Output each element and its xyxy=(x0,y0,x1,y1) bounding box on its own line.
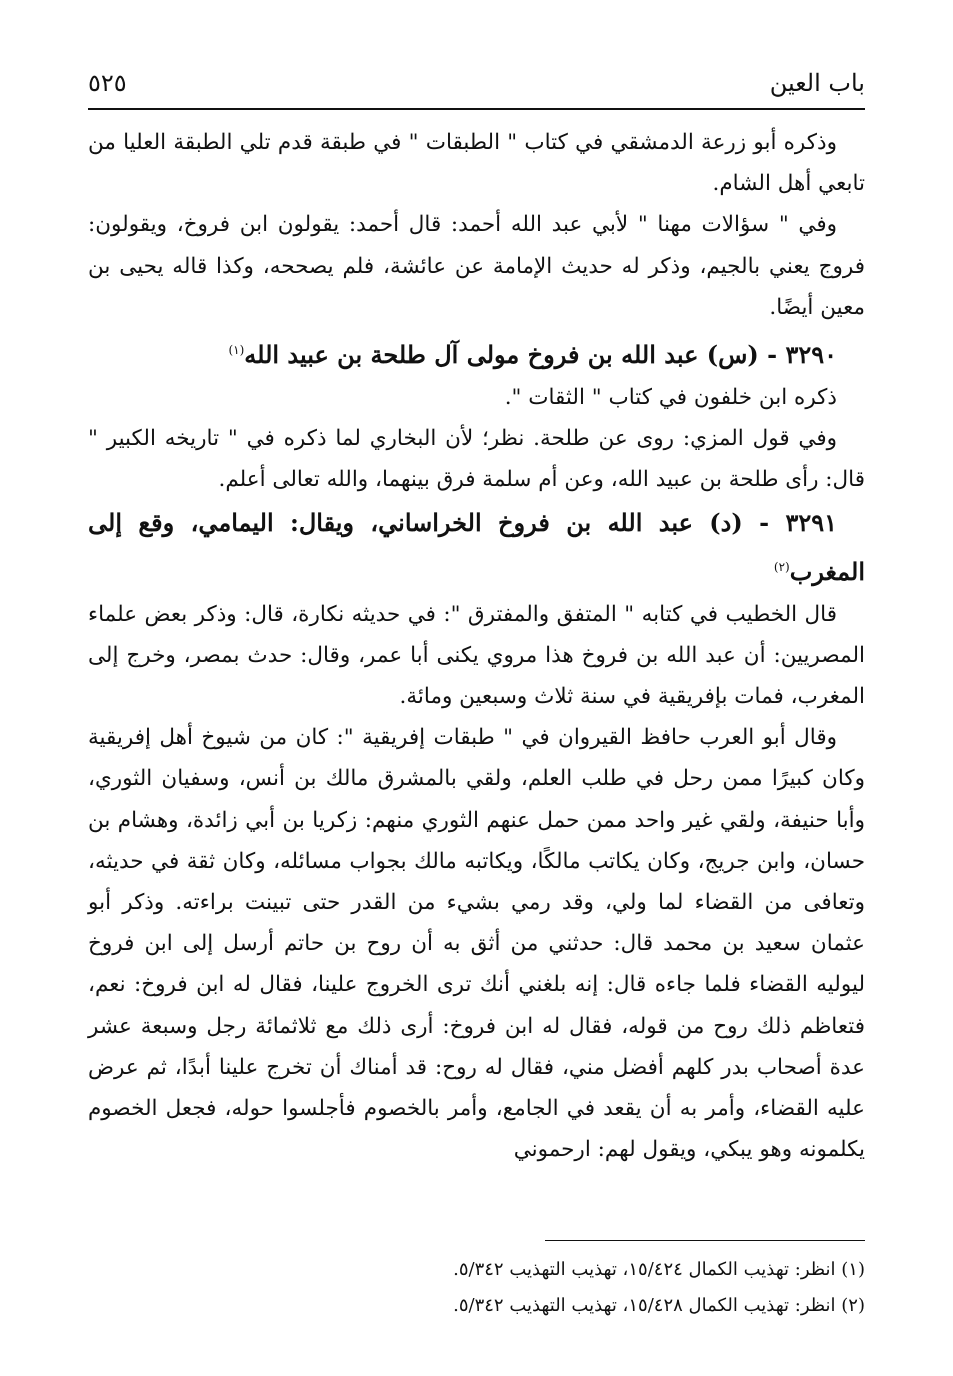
entry-title: ٣٢٩١ - (د) عبد الله بن فروخ الخراساني، ويقال: اليمامي، وقع إلى المغرب xyxy=(88,507,865,586)
entry-heading-3290 xyxy=(88,328,865,377)
footnote-divider xyxy=(545,1240,865,1241)
entry-heading-3291 xyxy=(88,501,865,594)
page-header xyxy=(88,66,865,100)
footnote-ref: (١) xyxy=(228,343,245,358)
page-body xyxy=(88,122,865,1170)
footnote: (١) انظر: تهذيب الكمال ١٥/٤٢٤، تهذيب التهذيب ٥/٣٤٢. xyxy=(453,1259,865,1280)
chapter-title: باب العين xyxy=(769,69,865,97)
paragraph: وذكره أبو زرعة الدمشقي في كتاب " الطبقات " في طبقة قدم تلي الطبقة العليا من تابعي أهل الشام. xyxy=(88,130,865,197)
paragraph: ذكره ابن خلفون في كتاب " الثقات ". xyxy=(504,385,837,411)
footnotes xyxy=(88,1252,865,1324)
paragraph: وفي " سؤالات مهنا " لأبي عبد الله أحمد: قال أحمد: يقولون ابن فروخ، ويقولون: فروج يعني بالجيم، وذكر له حديث الإمامة عن عائشة، فلم يصححه، وكذا قاله يحيى بن معين أيضًا. xyxy=(88,212,865,320)
page-number: ٥٢٥ xyxy=(88,69,127,97)
footnote: (٢) انظر: تهذيب الكمال ١٥/٤٢٨، تهذيب التهذيب ٥/٣٤٢. xyxy=(453,1295,865,1316)
paragraph: وفي قول المزي: روى عن طلحة. نظر؛ لأن البخاري لما ذكره في " تاريخه الكبير " قال: رأى طلحة بن عبيد الله، وعن أم سلمة فرق بينهما، والله تعالى أعلم. xyxy=(88,426,865,493)
paragraph: وقال أبو العرب حافظ القيروان في " طبقات إفريقية ": كان من شيوخ أهل إفريقية وكان كبيرًا ممن رحل في طلب العلم، ولقي بالمشرق مالك بن أنس، وسفيان الثوري، وأبا حنيفة، ولقي غير واحد ممن حمل عنهم الثوري منهم: زكريا بن أبي زائدة، وهشام بن حسان، وابن جريج، وكان يكاتب مالكًا، ويكاتبه مالك بجواب مسائله، وكان ثقة في حديثه، وتعافى من القضاء لما ولي، وقد رمي بشيء من القدر حتى تبينت براءته. وذكر أبو عثمان سعيد بن محمد قال: حدثني من أثق به أن روح بن حاتم أرسل إلى ابن فروخ ليوليه القضاء فلما جاءه قال: إنه بلغني أنك ترى الخروج علينا، فقال له ابن فروخ: نعم، فتعاظم ذلك روح من قوله، فقال له ابن فروخ: أرى ذلك مع ثلاثمائة رجل وسبعة عشر عدة أصحاب بدر كلهم أفضل مني، فقال له روح: قد أمناك أن تخرج علينا أبدًا، ثم عرض عليه القضاء، وأمر به أن يقعد في الجامع، وأمر بالخصوم فأجلسوا حوله، فجعل الخصوم يكلمونه وهو يبكي، ويقول لهم: ارحموني xyxy=(88,725,865,1163)
header-divider xyxy=(88,108,865,110)
footnote-ref: (٢) xyxy=(773,559,790,574)
entry-title: ٣٢٩٠ - (س) عبد الله بن فروخ مولى آل طلحة بن عبيد الله xyxy=(244,340,837,370)
paragraph: قال الخطيب في كتابه " المتفق والمفترق ": في حديثه نكارة، قال: وذكر بعض علماء المصريين: أن عبد الله بن فروخ هذا مروي يكنى أبا عمر، وقال: حدث بمصر، وخرج إلى المغرب، فمات بإفريقية في سنة ثلاث وسبعين ومائة. xyxy=(88,601,865,710)
